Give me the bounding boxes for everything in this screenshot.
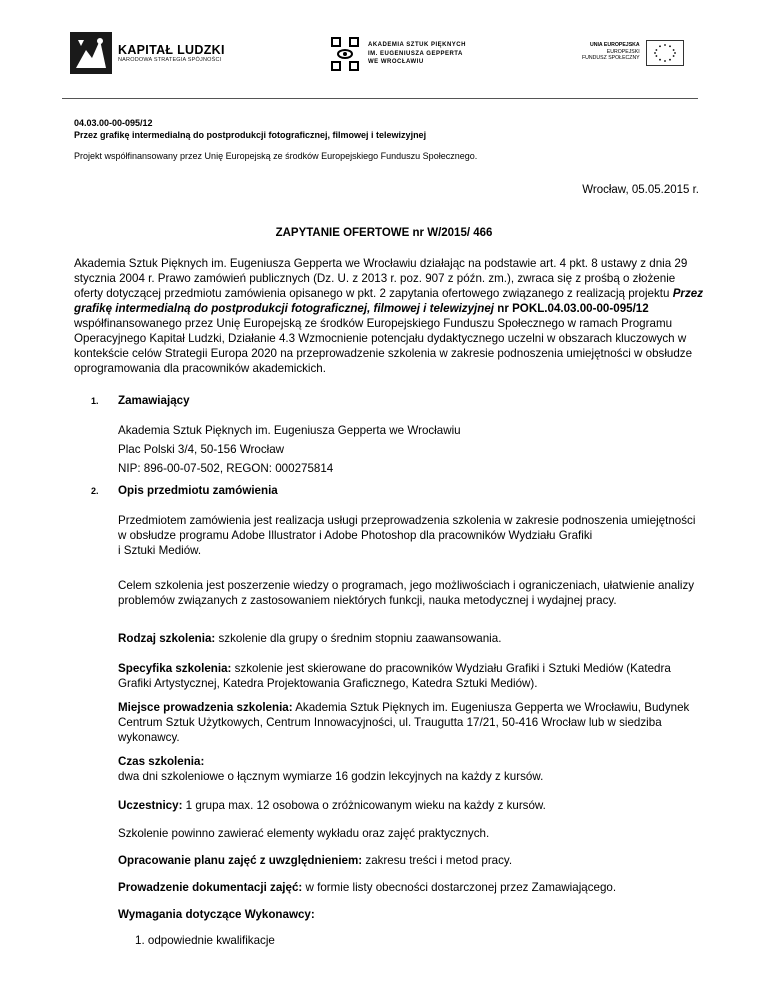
training-type-label: Rodzaj szkolenia: xyxy=(118,632,216,645)
asp-line-2: IM. EUGENIUSZA GEPPERTA xyxy=(368,50,463,57)
training-location-label: Miejsce prowadzenia szkolenia: xyxy=(118,701,293,714)
training-time-label: Czas szkolenia: xyxy=(118,755,205,768)
header-divider xyxy=(62,98,698,99)
asp-line-1: AKADEMIA SZTUK PIĘKNYCH xyxy=(368,42,466,49)
asp-logo xyxy=(330,36,466,72)
training-time-text: dwa dni szkoleniowe o łącznym wymiarze 16 godzin lekcyjnych na każdy z kursów. xyxy=(118,770,544,783)
training-type xyxy=(118,631,698,646)
asp-line-3: WE WROCŁAWIU xyxy=(368,59,424,66)
documentation-label: Prowadzenie dokumentacji zajęć: xyxy=(118,881,303,894)
documentation xyxy=(118,880,698,895)
section-2-heading xyxy=(91,484,278,497)
project-code: 04.03.00-00-095/12 xyxy=(74,118,153,128)
address-line-2: Plac Polski 3/4, 50-156 Wrocław xyxy=(118,443,285,456)
requirements-list xyxy=(135,934,275,947)
order-description xyxy=(118,513,698,558)
asp-emblem-icon xyxy=(330,36,360,72)
page-header xyxy=(62,30,698,90)
training-time xyxy=(118,754,698,784)
place-date: Wrocław, 05.05.2015 r. xyxy=(582,184,699,196)
plan-preparation-text: zakresu treści i metod pracy. xyxy=(362,854,513,867)
document-title: ZAPYTANIE OFERTOWE nr W/2015/ 466 xyxy=(275,227,493,239)
section-1-number: 1. xyxy=(91,396,99,406)
training-specifics-label: Specyfika szkolenia: xyxy=(118,662,232,675)
orderer-address xyxy=(118,421,698,478)
intro-project-name: Przez grafikę intermedialną do postprodukcji fotograficznej, filmowej i telewizyjnej xyxy=(74,287,703,315)
training-goal: Celem szkolenia jest poszerzenie wiedzy o programach, jego możliwościach i ograniczeniach, ułatwienie analizy problemów związanych z zastosowaniem niektórych funkcji, nauka metodycznej i wydajnej pracy. xyxy=(118,579,695,607)
plan-preparation-label: Opracowanie planu zajęć z uwzględnieniem: xyxy=(118,854,363,867)
eu-logo xyxy=(582,40,684,66)
section-2-number: 2. xyxy=(91,486,99,496)
order-description-a: Przedmiotem zamówienia jest realizacja usługi przeprowadzenia szkolenia w zakresie podnoszenia umiejętności w obsłudze programu Adobe Illustrator i Adobe Photoshop dla pracowników Wydziału Grafiki xyxy=(118,514,696,542)
eu-line-1: UNIA EUROPEJSKA xyxy=(589,42,640,48)
contractor-requirements xyxy=(118,907,698,922)
plan-preparation xyxy=(118,853,698,868)
address-line-1: Akademia Sztuk Pięknych im. Eugeniusza Gepperta we Wrocławiu xyxy=(118,424,461,437)
kapital-ludzki-logo xyxy=(70,32,225,74)
cofinancing-note: Projekt współfinansowany przez Unię Europejską ze środków Europejskiego Funduszu Społecznego. xyxy=(74,151,478,161)
participants-label: Uczestnicy: xyxy=(118,799,183,812)
documentation-text: w formie listy obecności dostarczonej przez Zamawiającego. xyxy=(302,881,617,894)
address-line-3: NIP: 896-00-07-502, REGON: 000275814 xyxy=(118,462,334,475)
training-elements: Szkolenie powinno zawierać elementy wykładu oraz zajęć praktycznych. xyxy=(118,827,490,840)
section-1-title: Zamawiający xyxy=(118,394,190,407)
participants-text: 1 grupa max. 12 osobowa o zróżnicowanym wieku na każdy z kursów. xyxy=(182,799,546,812)
list-item: 1. odpowiednie kwalifikacje xyxy=(135,934,275,947)
kapital-ludzki-subtitle: NARODOWA STRATEGIA SPÓJNOŚCI xyxy=(118,57,222,63)
training-location xyxy=(118,700,698,745)
intro-part-1: Akademia Sztuk Pięknych im. Eugeniusza Gepperta we Wrocławiu działając na podstawie art. 4 pkt. 8 ustawy z dnia 29 stycznia 2004 r. Prawo zamówień publicznych (Dz. U. z 2013 r. poz. 907 z późn. zm.), zwraca się z prośbą o złożenie oferty dotyczącej przedmiotu zamówienia opisanego w pkt. 2 zapytania ofertowego związanego z realizacją projektu xyxy=(74,257,688,300)
training-location-text: Akademia Sztuk Pięknych im. Eugeniusza Gepperta we Wrocławiu, Budynek Centrum Sztuk Użytkowych, Centrum Innowacyjności, ul. Traugutta 17/21, 50-416 Wrocław lub w siedziba wykonawcy. xyxy=(118,701,690,744)
training-type-text: szkolenie dla grupy o średnim stopniu zaawansowania. xyxy=(215,632,502,645)
project-code-block xyxy=(74,117,426,141)
training-specifics xyxy=(118,661,698,691)
section-1-heading xyxy=(91,394,190,407)
eu-line-2: EUROPEJSKI xyxy=(606,48,640,55)
kapital-ludzki-title: KAPITAŁ LUDZKI xyxy=(118,43,225,57)
eu-line-3: FUNDUSZ SPOŁECZNY xyxy=(582,55,640,61)
eu-flag-icon xyxy=(646,40,684,66)
project-name: Przez grafikę intermedialną do postprodukcji fotograficznej, filmowej i telewizyjnej xyxy=(74,130,427,140)
participants xyxy=(118,798,698,813)
order-description-b: i Sztuki Mediów. xyxy=(118,544,202,557)
intro-paragraph xyxy=(74,256,704,376)
intro-part-2: współfinansowanego przez Unię Europejską ze środków Europejskiego Funduszu Społecznego w ramach Programu Operacyjnego Kapitał Ludzki, Działanie 4.3 Wzmocnienie potencjału dydaktycznego uczelni w obszarach kluczowych w kontekście celów Strategii Europa 2020 na przeprowadzenie szkolenia w zakresie podnoszenia umiejętności w obsłudze oprogramowania dla pracowników akademickich. xyxy=(74,317,693,375)
kapital-ludzki-icon xyxy=(70,32,112,74)
contractor-requirements-label: Wymagania dotyczące Wykonawcy: xyxy=(118,908,315,921)
section-2-title: Opis przedmiotu zamówienia xyxy=(118,484,278,497)
training-specifics-text: szkolenie jest skierowane do pracowników Wydziału Grafiki i Sztuki Mediów (Katedra Grafiki Artystycznej, Katedra Projektowania Graficznego, Katedra Sztuki Mediów). xyxy=(118,662,671,690)
intro-project-number: nr POKL.04.03.00-00-095/12 xyxy=(494,302,649,315)
